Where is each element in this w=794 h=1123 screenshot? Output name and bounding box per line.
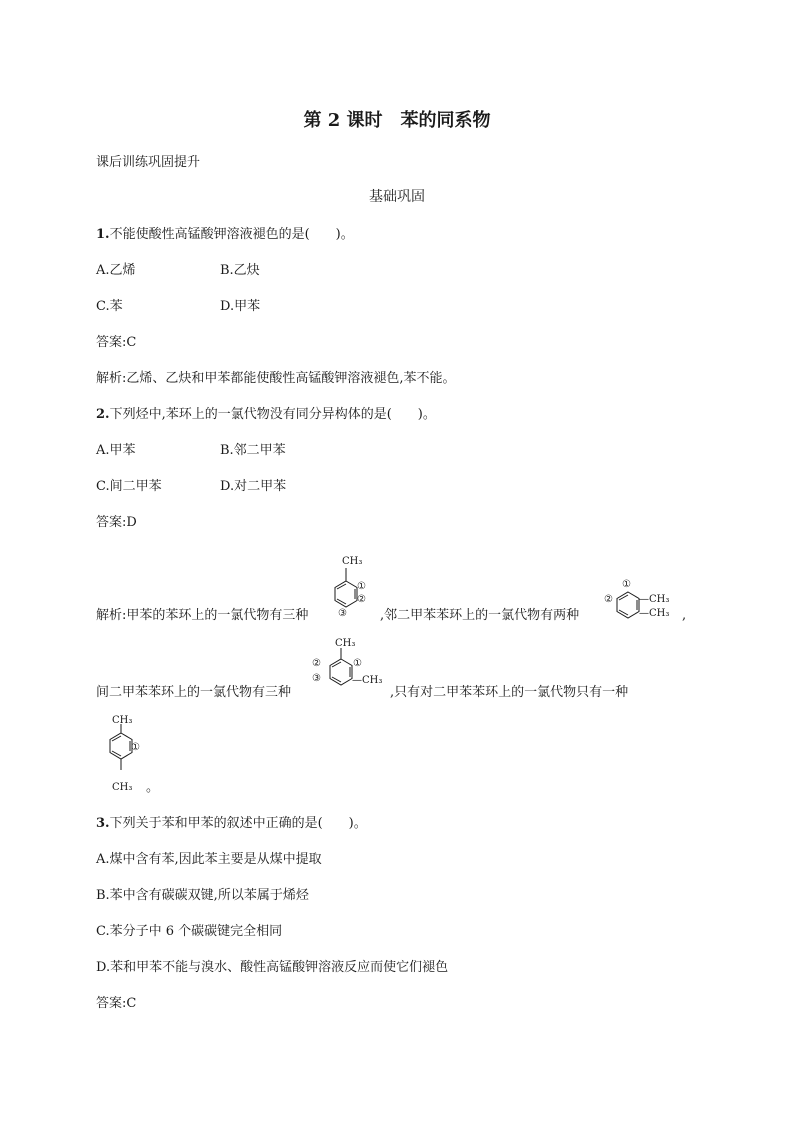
q2-analysis-part-1: 解析:甲苯的苯环上的一氯代物有三种 xyxy=(96,608,309,623)
question-3-number: 3. xyxy=(96,816,110,831)
q1-answer: 答案:C xyxy=(96,335,137,350)
m-xylene-structure xyxy=(311,640,391,704)
methyl-group-label: —CH₃ xyxy=(352,675,383,686)
q3-option-b: B.苯中含有碳碳双键,所以苯属于烯烃 xyxy=(96,888,309,903)
methyl-label: CH₃ xyxy=(112,782,133,793)
question-1-number: 1. xyxy=(96,227,110,242)
position-3-label: ③ xyxy=(312,673,321,684)
q1-option-a: A.乙烯 xyxy=(96,263,136,278)
q2-option-c: C.间二甲苯 xyxy=(96,479,162,494)
page-subtitle: 课后训练巩固提升 xyxy=(96,155,201,170)
position-3-label: ③ xyxy=(338,608,347,619)
q3-answer: 答案:C xyxy=(96,996,137,1011)
q1-option-c: C.苯 xyxy=(96,299,123,314)
q3-option-a: A.煤中含有苯,因此苯主要是从煤中提取 xyxy=(96,852,322,867)
methyl-group-label: —CH₃ xyxy=(639,608,670,619)
o-xylene-structure xyxy=(603,577,683,627)
position-1-label: ① xyxy=(622,579,631,590)
methyl-label: CH₃ xyxy=(335,638,356,649)
question-2 xyxy=(96,406,436,424)
toluene-structure xyxy=(330,552,380,626)
question-2-number: 2. xyxy=(96,407,110,422)
position-2-label: ② xyxy=(312,658,321,669)
q2-answer: 答案:D xyxy=(96,515,137,530)
position-1-label: ① xyxy=(357,581,366,592)
q2-option-d: D.对二甲苯 xyxy=(220,479,287,494)
question-2-stem: 下列烃中,苯环上的一氯代物没有同分异构体的是( )。 xyxy=(109,407,436,422)
p-xylene-structure xyxy=(100,712,150,796)
q2-option-b: B.邻二甲苯 xyxy=(220,443,286,458)
page-title: 第 2 课时 苯的同系物 xyxy=(303,110,491,131)
question-3 xyxy=(96,815,367,833)
q2-analysis-part-4: 间二甲苯苯环上的一氯代物有三种 xyxy=(96,685,292,700)
methyl-label: CH₃ xyxy=(112,715,133,726)
q2-analysis-part-2: ,邻二甲苯苯环上的一氯代物有两种 xyxy=(380,608,580,623)
q3-option-c: C.苯分子中 6 个碳碳键完全相同 xyxy=(96,924,283,939)
q1-option-d: D.甲苯 xyxy=(220,299,261,314)
q2-option-a: A.甲苯 xyxy=(96,443,136,458)
q3-option-d: D.苯和甲苯不能与溴水、酸性高锰酸钾溶液反应而使它们褪色 xyxy=(96,960,449,975)
methyl-label: CH₃ xyxy=(342,556,363,567)
position-1-label: ① xyxy=(353,658,362,669)
question-1-stem: 不能使酸性高锰酸钾溶液褪色的是( )。 xyxy=(109,227,354,242)
position-2-label: ② xyxy=(357,594,366,605)
q2-analysis-part-6: 。 xyxy=(146,780,160,795)
methyl-group-label: —CH₃ xyxy=(639,594,670,605)
q2-analysis-part-5: ,只有对二甲苯苯环上的一氯代物只有一种 xyxy=(390,685,629,700)
question-3-stem: 下列关于苯和甲苯的叙述中正确的是( )。 xyxy=(109,816,367,831)
q1-analysis: 解析:乙烯、乙炔和甲苯都能使酸性高锰酸钾溶液褪色,苯不能。 xyxy=(96,371,456,386)
q2-analysis-part-3: , xyxy=(682,608,687,623)
section-heading: 基础巩固 xyxy=(369,189,425,205)
question-1 xyxy=(96,226,354,244)
position-2-label: ② xyxy=(604,594,613,605)
q1-option-b: B.乙炔 xyxy=(220,263,260,278)
position-1-label: ① xyxy=(131,742,140,753)
